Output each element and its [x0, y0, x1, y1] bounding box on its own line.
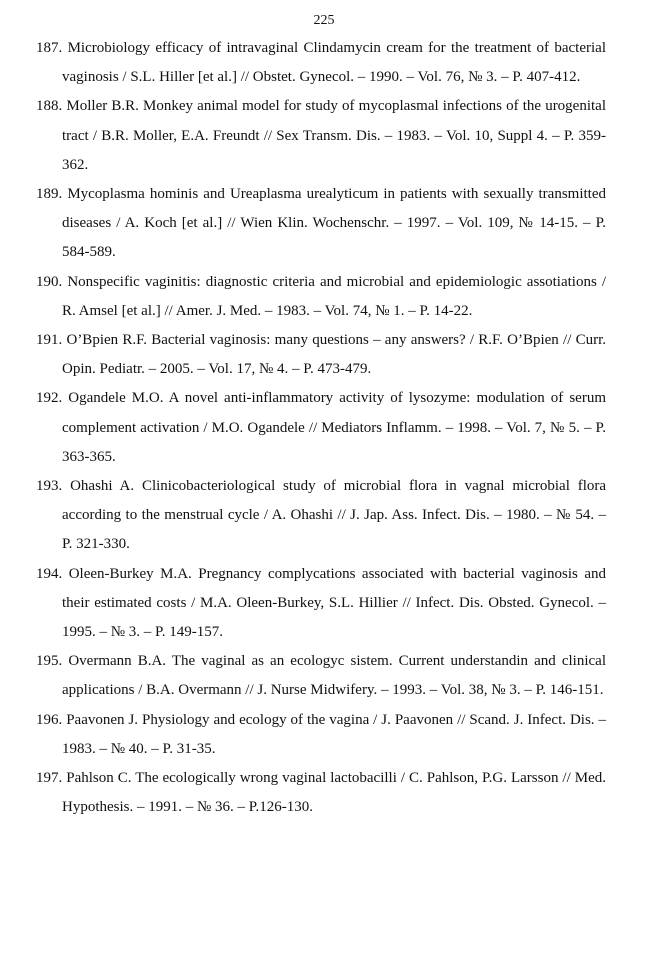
reference-text: Ogandele M.O. A novel anti-inflammatory activity of lysozyme: modulation of serum complement activation / M.O. Ogandele // Mediators Inflamm. – 1998. – Vol. 7, № 5. – P. 363-365. — [62, 390, 606, 465]
page-number: 225 — [313, 13, 335, 28]
reference-number: 191. — [36, 332, 63, 349]
reference-text: Oleen-Burkey M.A. Pregnancy complycations associated with bacterial vaginosis and their estimated costs / M.A. Oleen-Burkey, S.L. Hillier // Infect. Dis. Obsted. Gynecol. – 1995. – № 3. – P. 149-157. — [62, 565, 606, 641]
reference-item-190 — [36, 268, 606, 326]
reference-text: Ohashi A. Clinicobacteriological study of microbial flora in vagnal microbial flora according to the menstrual cycle / A. Ohashi // J. Jap. Ass. Infect. Dis. – 1980. – № 54. – P. 321-330. — [62, 478, 607, 553]
reference-item-192 — [36, 384, 606, 472]
reference-item-194 — [36, 560, 606, 648]
reference-item-189 — [36, 180, 606, 268]
reference-item-193 — [36, 472, 606, 560]
reference-number: 190. — [36, 273, 63, 290]
reference-text: Paavonen J. Physiology and ecology of the vagina / J. Paavonen // Scand. J. Infect. Dis. – 1983. – № 40. – P. 31-35. — [62, 711, 606, 757]
reference-number: 196. — [36, 711, 63, 728]
reference-list — [36, 34, 606, 822]
reference-number: 197. — [36, 770, 63, 787]
reference-text: Mycoplasma hominis and Ureaplasma urealyticum in patients with sexually transmitted diseases / A. Koch [et al.] // Wien Klin. Wochenschr. – 1997. – Vol. 109, № 14-15. – P. 584-589. — [62, 186, 607, 261]
reference-text: O’Bpien R.F. Bacterial vaginosis: many questions – any answers? / R.F. O’Bpien // Curr. Opin. Pediatr. – 2005. – Vol. 17, № 4. – P. 473-479. — [62, 332, 607, 378]
reference-number: 187. — [36, 40, 63, 56]
reference-number: 192. — [36, 390, 63, 407]
reference-item-195 — [36, 647, 606, 705]
reference-text: Overmann B.A. The vaginal as an ecologyc sistem. Current understandin and clinical applications / B.A. Overmann // J. Nurse Midwifery. – 1993. – Vol. 38, № 3. – P. 146-151. — [62, 653, 606, 699]
reference-text: Microbiology efficacy of intravaginal Clindamycin cream for the treatment of bacterial vaginosis / S.L. Hiller [et al.] // Obstet. Gynecol. – 1990. – Vol. 76, № 3. – P. 407-412. — [62, 40, 606, 86]
reference-number: 188. — [36, 98, 63, 115]
reference-item-197 — [36, 764, 606, 822]
reference-text: Nonspecific vaginitis: diagnostic criteria and microbial and epidemiologic assotiations / R. Amsel [et al.] // Amer. J. Med. – 1983. – Vol. 74, № 1. – P. 14-22. — [62, 273, 607, 319]
reference-text: Pahlson C. The ecologically wrong vaginal lactobacilli / C. Pahlson, P.G. Larsson // Med. Hypothesis. – 1991. – № 36. – P.126-130. — [62, 770, 607, 816]
reference-number: 194. — [36, 565, 63, 582]
reference-number: 195. — [36, 653, 63, 670]
reference-item-188 — [36, 92, 606, 180]
reference-number: 189. — [36, 186, 63, 203]
reference-item-187 — [36, 34, 606, 92]
reference-item-191 — [36, 326, 606, 384]
reference-number: 193. — [36, 478, 63, 495]
reference-item-196 — [36, 706, 606, 764]
reference-text: Moller B.R. Monkey animal model for study of mycoplasmal infections of the urogenital tract / B.R. Moller, E.A. Freundt // Sex Transm. Dis. – 1983. – Vol. 10, Suppl 4. – P. 359-362. — [62, 98, 607, 173]
